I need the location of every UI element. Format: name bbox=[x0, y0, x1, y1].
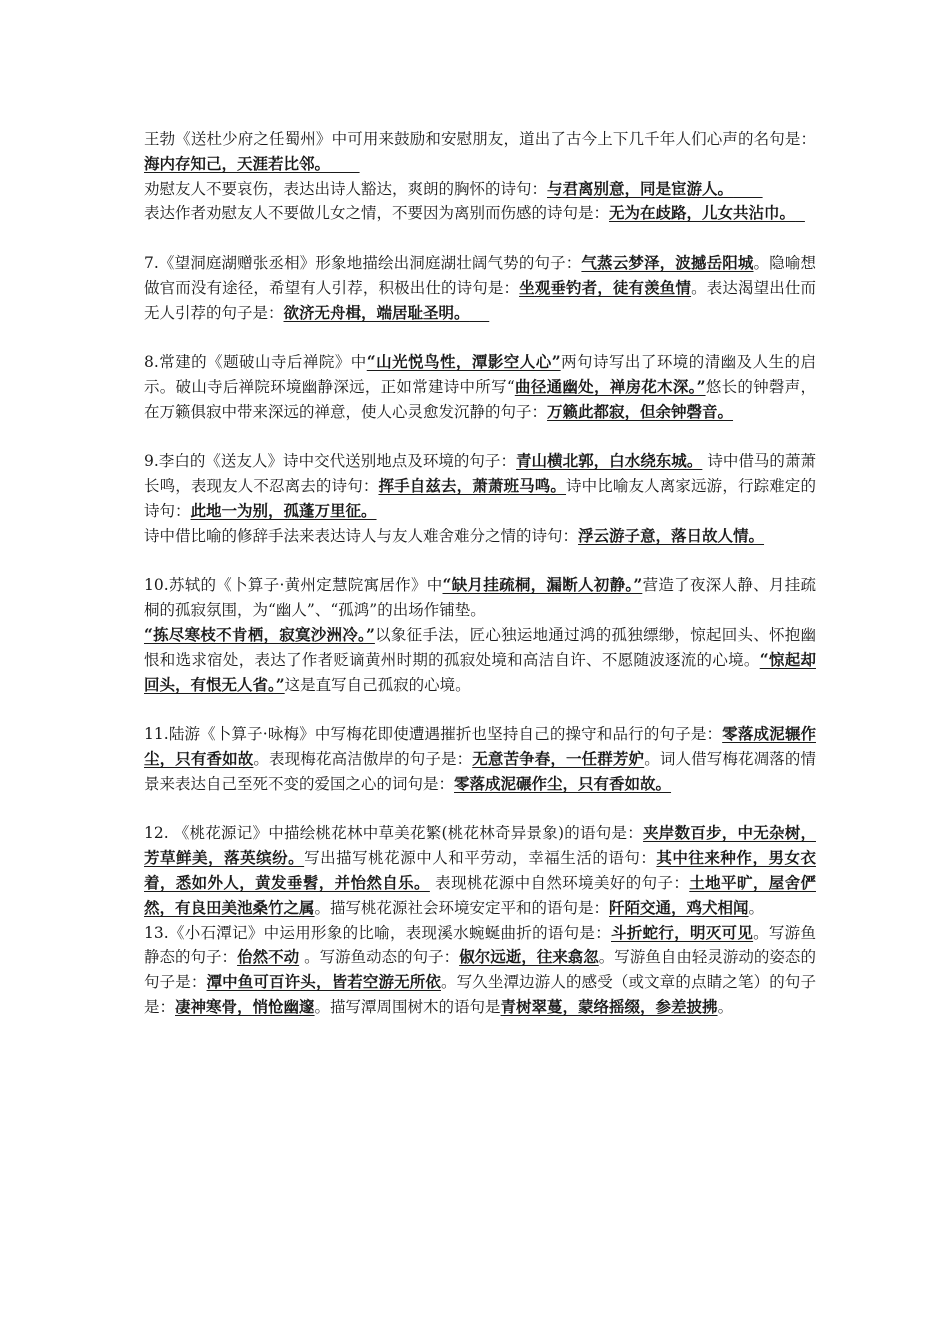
question-text: 。描写潭周围树木的语句是 bbox=[314, 997, 501, 1016]
answer-text: 零落成泥碾作尘，只有香如故。 bbox=[454, 773, 672, 793]
answer-text: 欲济无舟楫，端居耻圣明。 bbox=[283, 302, 470, 322]
question-text: 8.常建的《题破山寺后禅院》中 bbox=[144, 353, 367, 372]
question-text: 这是直写自己孤寂的心境。 bbox=[284, 675, 471, 694]
question-text: 诗中借比喻的修辞手法来表达诗人与友人难舍难分之情的诗句： bbox=[144, 526, 579, 545]
question-text: 9.李白的《送友人》诗中交代送别地点及环境的句子： bbox=[144, 452, 516, 471]
question-text: 悠长的钟磬声，在万籁俱寂中带来深远的禅意，使人心灵愈发沉静的句子： bbox=[144, 377, 816, 421]
paragraph bbox=[144, 251, 816, 325]
question-text: 13.《小石潭记》中运用形象的比喻，表现溪水蜿蜒曲折的语句是： bbox=[144, 923, 612, 942]
answer-text: 青树翠蔓，蒙络摇缀，参差披拂 bbox=[500, 996, 718, 1016]
paragraph bbox=[144, 722, 816, 796]
answer-text: “山光悦鸟性，潭影空人心” bbox=[366, 352, 561, 372]
answer-text: 气蒸云梦泽，波撼岳阳城 bbox=[581, 252, 754, 272]
question-text: 。表现梅花高洁傲岸的句子是： bbox=[253, 749, 473, 768]
answer-text: 无为在歧路，儿女共沾巾。 bbox=[609, 203, 796, 223]
answer-text: 无意苦争春，一任群芳妒 bbox=[472, 748, 645, 768]
question-text: 。表达渴望出仕而无人引荐的句子是： bbox=[144, 278, 816, 322]
question-text: 王勃《送杜少府之任蜀州》中可用来鼓励和安慰朋友，道出了古今上下几千年人们心声的名句是： bbox=[144, 130, 816, 148]
answer-text: 零落成泥辗作尘，只有香如故 bbox=[144, 724, 816, 768]
paragraph bbox=[144, 177, 816, 202]
answer-text: 其中往来种作，男女衣着，悉如外人，黄发垂髫，并怡然自乐。 bbox=[144, 848, 816, 892]
question-text: 11.陆游《卜算子·咏梅》中写梅花即使遭遇摧折也坚持自己的操守和品行的句子是： bbox=[144, 725, 723, 744]
answer-text: 与君离别意，同是宦游人。 bbox=[547, 178, 734, 198]
question-text: 10.苏轼的《卜算子·黄州定慧院寓居作》中 bbox=[144, 576, 443, 595]
blank-underline bbox=[733, 180, 763, 198]
paragraph bbox=[144, 821, 816, 920]
answer-text: 挥手自兹去，萧萧班马鸣。 bbox=[378, 476, 567, 496]
answer-text: 斗折蛇行，明灭可见 bbox=[611, 922, 754, 942]
section-gap bbox=[144, 697, 816, 722]
answer-text: 海内存知己，天涯若比邻。 bbox=[144, 153, 331, 173]
paragraph bbox=[144, 573, 816, 623]
blank-underline bbox=[795, 204, 805, 222]
blank-underline bbox=[330, 155, 360, 173]
question-text: 表达作者劝慰友人不要做儿女之情，不要因为离别而伤感的诗句是： bbox=[144, 204, 610, 223]
question-text: 12. 《桃花源记》中描绘桃花林中草美花繁(桃花林奇异景象)的语句是： bbox=[144, 824, 644, 843]
answer-text: 万籁此都寂，但余钟磬音。 bbox=[547, 401, 734, 421]
question-text: 诗中比喻友人离家远游，行踪难定的诗句： bbox=[144, 477, 816, 520]
section-gap bbox=[144, 325, 816, 350]
blank-underline bbox=[470, 304, 490, 322]
section-gap bbox=[144, 549, 816, 574]
question-text: 。 bbox=[748, 898, 765, 917]
question-text: 。词人借写梅花凋落的情景来表达自己至死不变的爱国之心的词句是： bbox=[144, 749, 816, 793]
question-text: 。写游鱼静态的句子： bbox=[144, 923, 816, 967]
answer-text: 阡陌交通，鸡犬相闻 bbox=[609, 897, 749, 917]
answer-text: 夹岸数百步，中无杂树，芳草鲜美，落英缤纷。 bbox=[144, 823, 816, 868]
paragraph bbox=[144, 623, 816, 697]
answer-text: “惊起却回头，有恨无人省。” bbox=[144, 649, 816, 694]
section-gap bbox=[144, 797, 816, 822]
paragraph bbox=[144, 201, 816, 226]
paragraph bbox=[144, 127, 816, 177]
question-text: 。写游鱼自由轻灵游动的姿态的句子是： bbox=[144, 948, 816, 992]
paragraph bbox=[144, 350, 816, 424]
question-text: 7.《望洞庭湖赠张丞相》形象地描绘出洞庭湖壮阔气势的句子： bbox=[144, 253, 582, 272]
answer-text: 俶尔远逝，往来翕忽 bbox=[459, 947, 599, 967]
answer-text: 曲径通幽处，禅房花木深。” bbox=[514, 376, 706, 396]
section-gap bbox=[144, 425, 816, 450]
question-text: 。 bbox=[717, 997, 734, 1016]
answer-text: 土地平旷，屋舍俨然，有良田美池桑竹之属 bbox=[144, 872, 816, 917]
answer-text: 此地一为别，孤蓬万里征。 bbox=[190, 500, 377, 520]
answer-text: 潭中鱼可百许头，皆若空游无所依 bbox=[206, 972, 441, 992]
question-text: 两句诗写出了环境的清幽及人生的启示。破山寺后禅院环境幽静深远，正如常建诗中所写“ bbox=[144, 353, 816, 396]
question-text: 以象征手法，匠心独运地通过鸿的孤独缥缈，惊起回头、怀抱幽恨和选求宿处，表达了作者贬谪黄州时期的孤寂处境和高洁自许、不愿随波逐流的心境。 bbox=[144, 625, 816, 669]
paragraph bbox=[144, 449, 816, 523]
answer-text: “缺月挂疏桐，漏断人初静。” bbox=[442, 575, 643, 595]
question-text: 。写游鱼动态的句子： bbox=[299, 948, 460, 967]
question-text: 。隐喻想做官而没有途径，希望有人引荐，积极出仕的诗句是： bbox=[144, 253, 816, 297]
question-text: 。写久坐潭边游人的感受（或文章的点睛之笔）的句子是： bbox=[144, 973, 816, 1016]
question-text: 营造了夜深人静、月挂疏桐的孤寂氛围，为“幽人”、“孤鸿”的出场作铺垫。 bbox=[144, 576, 816, 620]
question-text: 诗中借马的萧萧长鸣，表现友人不忍离去的诗句： bbox=[144, 452, 816, 496]
question-text: 。描写桃花源社会环境安定平和的语句是： bbox=[314, 898, 610, 917]
answer-text: “拣尽寒枝不肯栖，寂寞沙洲冷。” bbox=[144, 624, 375, 644]
answer-text: 佁然不动 bbox=[237, 947, 300, 967]
section-gap bbox=[144, 226, 816, 251]
answer-text: 凄神寒骨，悄怆幽邃 bbox=[175, 996, 315, 1016]
paragraph bbox=[144, 921, 816, 1020]
paragraph bbox=[144, 524, 816, 549]
answer-text: 浮云游子意，落日故人情。 bbox=[578, 525, 765, 545]
question-text: 写出描写桃花源中人和平劳动，幸福生活的语句： bbox=[304, 849, 657, 868]
question-text: 表现桃花源中自然环境美好的句子： bbox=[429, 873, 690, 892]
answer-text: 坐观垂钓者，徒有羡鱼情 bbox=[519, 277, 692, 297]
answer-text: 青山横北郭，白水绕东城。 bbox=[516, 451, 703, 471]
question-text: 劝慰友人不要哀伤，表达出诗人豁达，爽朗的胸怀的诗句： bbox=[144, 179, 548, 198]
document-page bbox=[144, 127, 816, 1020]
